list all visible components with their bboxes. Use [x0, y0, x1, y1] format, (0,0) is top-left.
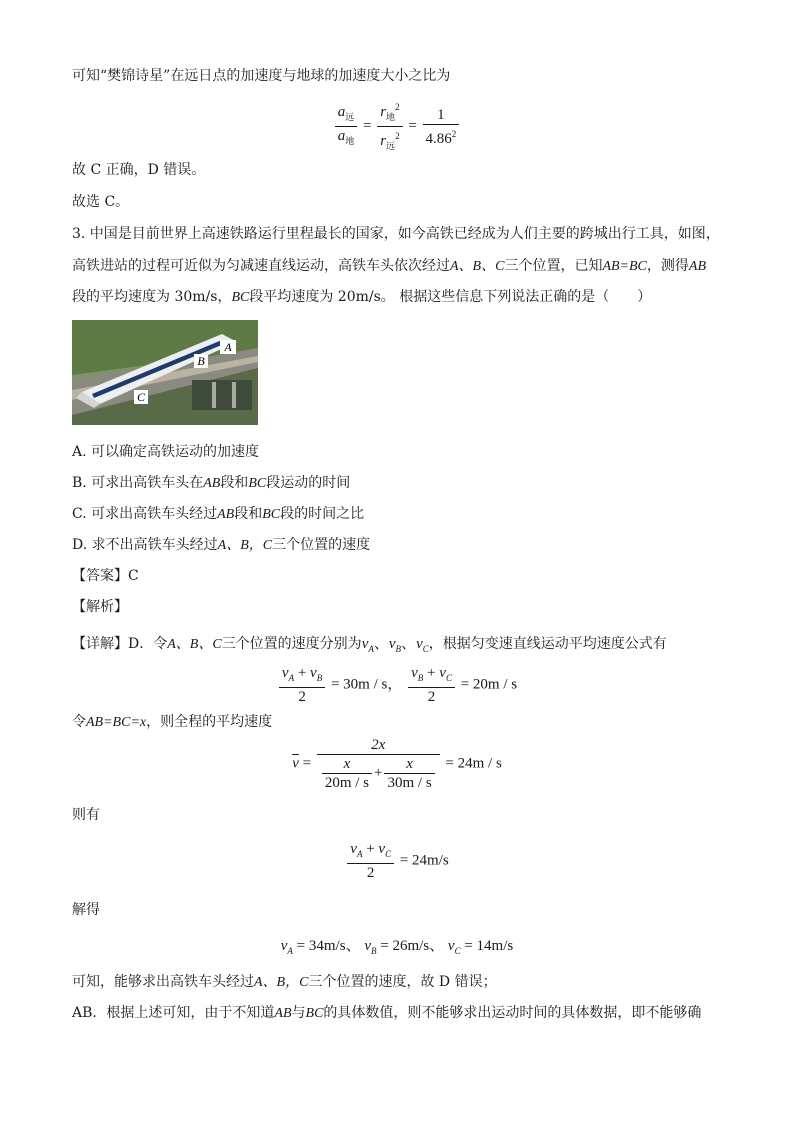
option-b — [72, 473, 350, 494]
text: 故 C 正确，D 错误。 — [72, 162, 206, 178]
text-line — [72, 192, 129, 212]
point-label-c: C — [136, 390, 146, 404]
question-text — [72, 287, 651, 308]
train-photo — [72, 320, 258, 425]
text: 可知，能够求出高铁车头经过 — [72, 974, 254, 990]
text: 【详解】D．令 — [72, 636, 168, 652]
fraction: $\frac{v_A + v_C}{2}$ — [347, 840, 394, 882]
text: 三个位置的速度 — [272, 537, 371, 553]
text: ，根据匀变速直线运动平均速度公式有 — [428, 636, 667, 652]
text-line — [72, 712, 272, 733]
text: 【解析】 — [72, 599, 128, 615]
fraction: 2x $\frac{x}{20m / s}$ + $\frac{x}{30m / s}$ — [317, 736, 440, 792]
text: ，则全程的平均速度 — [146, 714, 273, 730]
text-line — [72, 66, 450, 86]
fraction: $\frac{x}{20m / s}$ — [322, 755, 372, 792]
text: 段平均速度为 20m/s。 根据这些信息下列说法正确的是（ ） — [249, 289, 652, 305]
text: A. 可以确定高铁运动的加速度 — [72, 444, 260, 460]
text: A、B，C — [217, 538, 273, 553]
text: 段运动的时间 — [266, 475, 351, 491]
text: 令 — [72, 714, 86, 730]
text-line — [72, 160, 205, 180]
ratio-formula: $\frac{a_远}{a_地}$ = $\frac{r_地^2}{r_远^2}$ = $\frac{1}{4.86^2}$ — [0, 98, 794, 155]
text: A、B、C — [167, 637, 222, 652]
fraction: $\frac{x}{30m / s}$ — [384, 755, 434, 792]
text-line — [72, 900, 100, 920]
text: 与 — [291, 1005, 306, 1021]
fraction: $\frac{r_地^2}{r_远^2}$ — [377, 98, 402, 155]
text: 的具体数值，则不能够求出运动时间的具体数据，即不能够确 — [323, 1005, 702, 1021]
text: 三个位置的速度，故 D 错误； — [308, 974, 497, 990]
question-text — [72, 224, 720, 244]
text: A、B，C — [254, 975, 309, 990]
detail-text: 【详解】D．令A、B、C三个位置的速度分别为$v_A$、$v_B$、$v_C$，根据匀变速直线运动平均速度公式有 — [72, 636, 667, 654]
text: AB — [217, 507, 235, 522]
text: AB — [688, 259, 707, 274]
text-line — [72, 972, 497, 993]
text: 段的时间之比 — [280, 506, 365, 522]
text: 高铁进站的过程可近似为匀减速直线运动，高铁车头依次经过 — [72, 258, 450, 274]
analysis-heading — [72, 597, 128, 617]
text: 【答案】C — [72, 568, 139, 584]
text: 段的平均速度为 30m/s， — [72, 289, 232, 305]
text: B. 可求出高铁车头在 — [72, 475, 204, 491]
text: 则有 — [72, 807, 100, 823]
fraction: $\frac{1}{4.86^2}$ — [423, 106, 460, 148]
solution-values: $v_A = 34m/s$、 $v_B = 26m/s$、 $v_C = 14m/s$ — [280, 938, 514, 956]
option-c — [72, 504, 364, 525]
text: C. 可求出高铁车头经过 — [72, 506, 218, 522]
point-label-a: A — [224, 340, 232, 354]
fraction: $\frac{a_远}{a_地}$ — [335, 103, 358, 150]
option-d — [72, 535, 370, 556]
text: AB=BC=x — [86, 715, 147, 730]
option-a — [72, 442, 259, 462]
text: 段和 — [220, 475, 249, 491]
question-text — [72, 256, 706, 277]
text: AB — [274, 1006, 292, 1021]
overall-average-formula: $\overline{v}$ = 2x $\frac{x}{20m / s}$ + $\frac{x}{30m / s}$ = 24m / s — [292, 737, 502, 791]
text: AB=BC — [602, 259, 647, 274]
text: 段和 — [234, 506, 263, 522]
text-line — [72, 805, 100, 825]
text: BC — [231, 290, 250, 305]
point-label-b: B — [197, 354, 205, 368]
text: BC — [305, 1006, 324, 1021]
text: AB — [203, 476, 221, 491]
avg-ac-formula: $\frac{v_A + v_C}{2}$ = 24m/s — [0, 840, 794, 882]
avg-velocity-formulas: $\frac{v_A + v_B}{2}$ = 30m / s， $\frac{v_B + v_C}{2}$ = 20m / s — [0, 664, 794, 706]
text: BC — [248, 476, 267, 491]
text: BC — [262, 507, 281, 522]
text: 可知“樊锦诗星”在远日点的加速度与地球的加速度大小之比为 — [72, 68, 451, 84]
text: 三个位置，已知 — [504, 258, 603, 274]
text: AB．根据上述可知，由于不知道 — [72, 1005, 275, 1021]
text: D. 求不出高铁车头经过 — [72, 537, 218, 553]
text-line — [72, 1003, 701, 1024]
text: ，测得 — [646, 258, 689, 274]
fraction: $\frac{v_A + v_B}{2}$ — [279, 664, 325, 706]
text: A、B、C — [450, 259, 505, 274]
fraction: $\frac{v_B + v_C}{2}$ — [408, 664, 455, 706]
answer — [72, 566, 139, 586]
text: 解得 — [72, 902, 100, 918]
text: 三个位置的速度分别为 — [221, 636, 362, 652]
text: 故选 C。 — [72, 194, 130, 210]
text: 3. 中国是目前世界上高速铁路运行里程最长的国家，如今高铁已经成为人们主要的跨城出行工具，如图， — [72, 226, 720, 242]
train-illustration — [72, 320, 258, 425]
